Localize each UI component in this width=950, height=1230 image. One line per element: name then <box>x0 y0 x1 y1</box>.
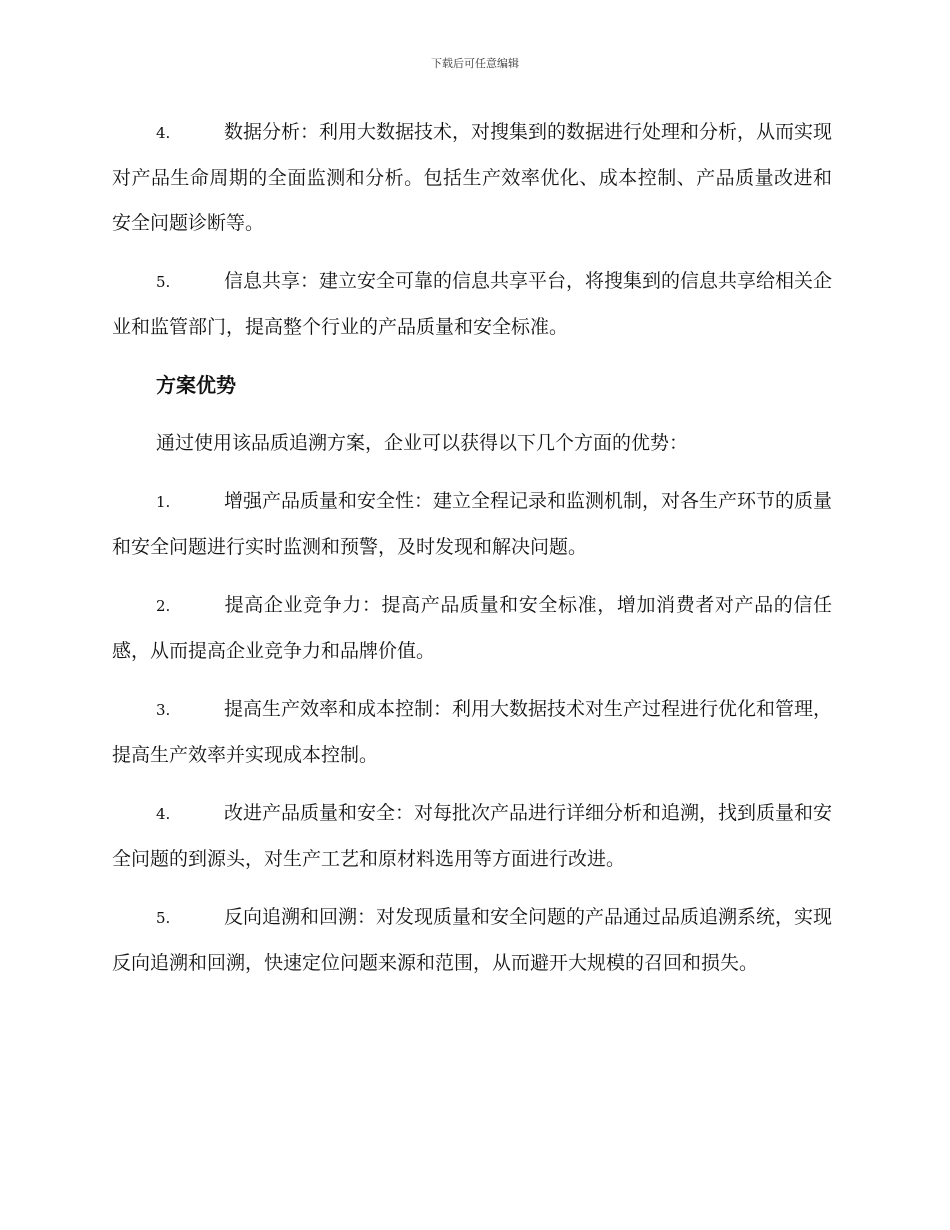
list-number: 4. <box>156 805 171 823</box>
list-item <box>112 791 832 882</box>
header-note: 下载后可任意编辑 <box>431 57 519 70</box>
list-number: 3. <box>156 701 171 719</box>
list-item <box>112 479 832 570</box>
list-item-text: 反向追溯和回溯：对发现质量和安全问题的产品通过品质追溯系统，实现反向追溯和回溯，快速定位问题来源和范围，从而避开大规模的召回和损失。 <box>112 906 833 974</box>
list-item <box>112 583 832 674</box>
document-body <box>112 110 832 999</box>
intro-paragraph: 通过使用该品质追溯方案，企业可以获得以下几个方面的优势： <box>156 432 689 454</box>
list-item-text: 增强产品质量和安全性：建立全程记录和监测机制，对各生产环节的质量和安全问题进行实时监测和预警，及时发现和解决问题。 <box>112 490 833 558</box>
list-number: 4. <box>156 124 171 142</box>
list-item-text: 信息共享：建立安全可靠的信息共享平台，将搜集到的信息共享给相关企业和监管部门，提高整个行业的产品质量和安全标准。 <box>112 270 833 338</box>
list-item <box>112 895 832 986</box>
list-number: 5. <box>156 273 171 291</box>
list-item <box>112 687 832 778</box>
list-item-text: 数据分析：利用大数据技术，对搜集到的数据进行处理和分析，从而实现对产品生命周期的全面监测和分析。包括生产效率优化、成本控制、产品质量改进和安全问题诊断等。 <box>112 121 833 234</box>
list-item-text: 改进产品质量和安全：对每批次产品进行详细分析和追溯，找到质量和安全问题的到源头，对生产工艺和原材料选用等方面进行改进。 <box>112 802 833 870</box>
list-item <box>112 110 832 246</box>
section-heading: 方案优势 <box>156 373 236 397</box>
list-number: 5. <box>156 909 171 927</box>
list-item <box>112 259 832 350</box>
list-number: 2. <box>156 597 171 615</box>
list-number: 1. <box>156 493 171 511</box>
list-item-text: 提高企业竞争力：提高产品质量和安全标准，增加消费者对产品的信任感，从而提高企业竞争力和品牌价值。 <box>112 594 832 662</box>
list-item-text: 提高生产效率和成本控制：利用大数据技术对生产过程进行优化和管理，提高生产效率并实现成本控制。 <box>112 698 833 766</box>
